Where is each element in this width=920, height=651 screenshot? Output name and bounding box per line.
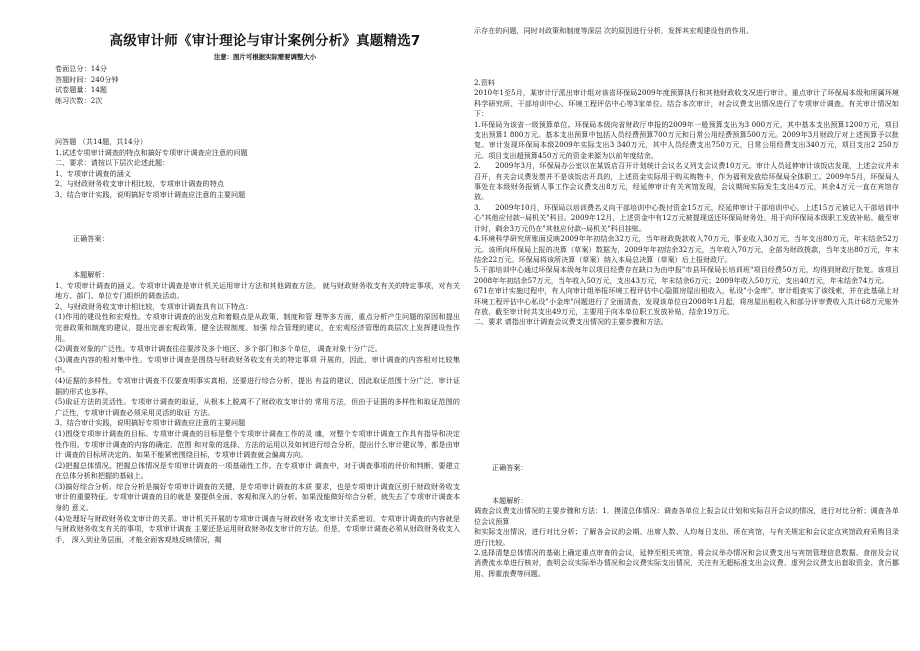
analysis-paragraph: (1)围绕专项审计调查的目标。专项审计调查的目标是整个专项审计调查工作的灵 魂，对整个专项审计调查工作具有指导和决定性作用。专项审计调查的内容的确定、范围 和对象的选择、方法的运用以及如何进行综合分析，提出什么审计建议等，都是由审计 调查的目标所决定的。如果不能紧密围绕目标，专项审计调查就会偏离方向。 [55, 428, 460, 460]
analysis-paragraph: (3)调查内容的相对集中性。专项审计调查是围绕与财政财务收支有关的特定事项 开展的，因此，审计调查的内容相对比较集中。 [55, 354, 460, 375]
question-2-paragraph: 5.干部培训中心通过环保局本级每年以项目经费存在缺口为由申报"市县环保局长培训班"项目经费50万元，均得到财政厅批复。该项目2008年年初结余57万元，当年收入50万元，支出43万元，年末结余6万元；2009年收入50万元，支出40万元，年末结余74万元。 [474, 265, 899, 285]
question-2-analysis [474, 496, 899, 579]
meta-question-count: 试卷题量：14题 [55, 85, 107, 95]
meta-time: 答题时间：240分钟 [55, 74, 119, 84]
analysis-paragraph: 2.选择清楚总体情况的基础上确定重点审查的会议，延伸至相关宾馆，将会议举办情况和会议费支出与宾馆管理信息数据、食宿及会议消费流水单进行核对，查明会议实际举办情况和会议费实际支出情况，关注有无超标准支出会议费、虚列会议费支出套取资金、贪污挪用、挥霍浪费等问题。 [474, 548, 899, 578]
analysis-label: 本题解析： [73, 270, 109, 279]
question-1-requirement: 二、要求：请按以下层次论述此题： [55, 158, 170, 168]
question-2-label: 2.资料 [474, 78, 496, 87]
analysis-paragraph: (1)作用的建设性和宏观性。专项审计调查的出发点和着眼点是从政策、制度和管 理等多方面，重点分析产生问题的原因和提出完善政策和制度的建议，提出完善宏观政策、健全法规制度、加强 综合管理的建议，在宏观经济管理的高层次上发挥建设性作用。 [55, 312, 460, 343]
analysis-paragraph: (3)搞好综合分析。综合分析是搞好专项审计调查的关键，是专项审计调查的本质 要求，也是专项审计调查区别于财政财务收支审计的重要特征。专项审计调查的目的就是 要提供全面、客观和深入的分析。如果没能做好综合分析，就失去了专项审计调查本身的 意义。 [55, 481, 460, 513]
meta-practice-count: 练习次数：2次 [55, 95, 103, 105]
question-2-paragraph: 2. 2009年3月，环保局办公室以在某饭店召开计划统计会议名义列支会议费10万元。审计人员延伸审计该饭店发现，上述会议并未召开，有关会议费发票并不是该饭店开具的，上述资金实际用于购买购物卡，作为福利发放给环保局全体职工。2009年5月，环保局人事处在本级财务报销人事工作会议费支出8万元，经延伸审计有关宾馆发现，会议期间实际发生支出4万元，其余4万元一直在宾馆存放。 [474, 161, 899, 202]
question-1-point-3: 3、结合审计实践，说明搞好专项审计调查应注意的主要问题 [55, 189, 246, 199]
continued-text [474, 26, 899, 36]
analysis-paragraph: (4)证据的多样性。专项审计调查不仅要查明事实真相，还要进行综合分析，提出 有益的建议，因此取证范围十分广泛，审计证据的形式也多样。 [55, 375, 460, 396]
question-2-paragraph: 4.环境科学研究所账面反映2009年年初结余32万元，当年财政拨款收入70万元，事业收入30万元，当年支出80万元，年末结余52万元。该所向环保局上报的决算（草案）数据为，2009年年初结余32万元，当年收入70万元，全部为财政拨款，当年支出80万元，年末结余22万元。环保局将该所决算（草案）纳入本局总决算（草案）后上报财政厅。 [474, 234, 899, 264]
question-2-answer [474, 463, 899, 473]
analysis-label: 本题解析： [492, 496, 528, 505]
question-1-title: 1.试述专项审计调查的特点和搞好专项审计调查应注意的问题 [55, 147, 248, 157]
meta-total-score: 卷面总分：14分 [55, 64, 107, 73]
analysis-continuation: 示存在的问题，同时对政策和制度等深层 次的原因进行分析，发挥其宏观建设性的作用。 [474, 26, 754, 35]
image-size-note: 注意：图片可根据实际需要调整大小 [213, 53, 317, 61]
analysis-paragraph: (2)调查对象的广泛性。专项审计调查往往要涉及多个地区、多个部门和多个单位， 调查对象十分广泛。 [55, 344, 382, 354]
question-1-point-1: 1、专项审计调查的涵义 [55, 168, 131, 178]
question-1-point-2: 2、与财政财务收支审计相比较，专项审计调查的特点 [55, 179, 224, 189]
analysis-paragraph: 2、与财政财务收支审计相比较，专项审计调查具有以下特点： [55, 301, 253, 311]
analysis-paragraph: (5)取证方法的灵活性。专项审计调查的取证，从根本上脱离不了财政收支审计的 常用方法，但由于证据的多样性和取证范围的广泛性，专项审计调查必须采用灵活的取证 方法。 [55, 397, 460, 417]
correct-answer-label: 正确答案： [492, 463, 528, 472]
question-2-paragraph: 671在审计实施过程中，有人向审计组举报环境工程评估中心隐匿房屋出租收入，私设"小金库"。审计组查实了该线索，并在此基础上对环境工程评估中心私设"小金库"问题进行了全面清查，发现该单位自2008年1月起，将房屋出租收入和部分评审费收入共计68万元账外存放，截至审计时共支出49万元，主要用于向本单位职工发放补贴，结余19万元。 [474, 286, 899, 316]
analysis-paragraph: (4)处理好与财政财务收支审计的关系。审计机关开展的专项审计调查与财政财务 收支审计关系密切，专项审计调查的内容就是与财政财务收支有关的事项，专项审计调查 主要还是运用财政财务收支审计的方法。但是，专项审计调查必须从财政财务收支入手， 深入到业务层面，才能全面客观地反映情况，揭 [55, 513, 460, 544]
question-2 [474, 78, 899, 328]
analysis-paragraph: 1、专项审计调查的涵义。专项审计调查是审计机关运用审计方法和其他调查方法， 就与财政财务收支有关的特定事项，对有关地方、部门、单位专门组织的调查活动。 [55, 280, 460, 301]
section-heading: 问答题 （共14题，共14分） [55, 137, 147, 146]
analysis-paragraph: (2)把握总体情况。把握总体情况是专项审计调查的一项基础性工作。在专项审计 调查中，对于调查事项的评价和判断，要建立在总体分析和把握的基础上。 [55, 460, 460, 481]
correct-answer-label: 正确答案： [73, 234, 109, 243]
question-2-paragraph: 2010年1至5月，某审计厅派出审计组对该省环保局2009年度预算执行和其他财政收支况进行审计。重点审计了环保局本级和所属环境科学研究所、干部培训中心、环境工程评估中心等3家单位。结合本次审计，对会议费支出情况进行了专项审计调查。有关审计情况如下： [474, 88, 899, 119]
question-1 [55, 137, 460, 201]
question-2-requirement: 二、要求 请指出审计调查会议费支出情况的主要步骤和方法。 [474, 317, 668, 327]
question-2-paragraph: 3. 2009年10月，环保局以培训费名义向干部培训中心拨付资金15万元，经延伸审计干部培训中心，上述15万元被记入干部培训中心"其他应付款--局机关"科目。2009年12月，上述资金中有12万元被提现送还环保局财务处，用于向环保局本级职工发放补贴。截至审计时，剩余3万元仍在"其他应付款--局机关"科目挂账。 [474, 202, 899, 233]
question-1-answer [55, 234, 460, 245]
question-2-paragraph: 1.环保局为该省一级预算单位。环保局本级向省财政厅申报的2009年一般预算支出为3 000万元，其中基本支出预算1200万元，项目支出预算1 800万元。基本支出预算中包括人员经费预算700万元和日常公用经费预算500万元。2009年3月财政厅对上述预算予以批复。审计发现环保局本级2009年实际支出3 340万元，其中人员经费支出750万元，日常公用经费支出340万元，项目支出2 250万元。项目支出超预算450万元的资金来源为以前年度结余。 [474, 119, 899, 160]
analysis-paragraph: 和实际支出情况，进行对比分析；了解各会议的会期、出席人数、人均每日支出、所在宾馆，与有关规定和会议定点宾馆政府采购目录进行比较。 [474, 527, 899, 547]
analysis-paragraph: 3、结合审计实践，说明搞好专项审计调查应注意的主要问题 [55, 418, 246, 428]
exam-meta [55, 64, 460, 106]
analysis-paragraph: 调查会议费支出情况的主要步骤和方法：1．摸清总体情况：调查各单位上报会议计划和实际召开会议的情况，进行对比分析；调查各单位会议预算 [474, 506, 899, 526]
page-title: 高级审计师《审计理论与审计案例分析》真题精选7 [109, 33, 421, 49]
question-1-analysis [55, 270, 460, 545]
